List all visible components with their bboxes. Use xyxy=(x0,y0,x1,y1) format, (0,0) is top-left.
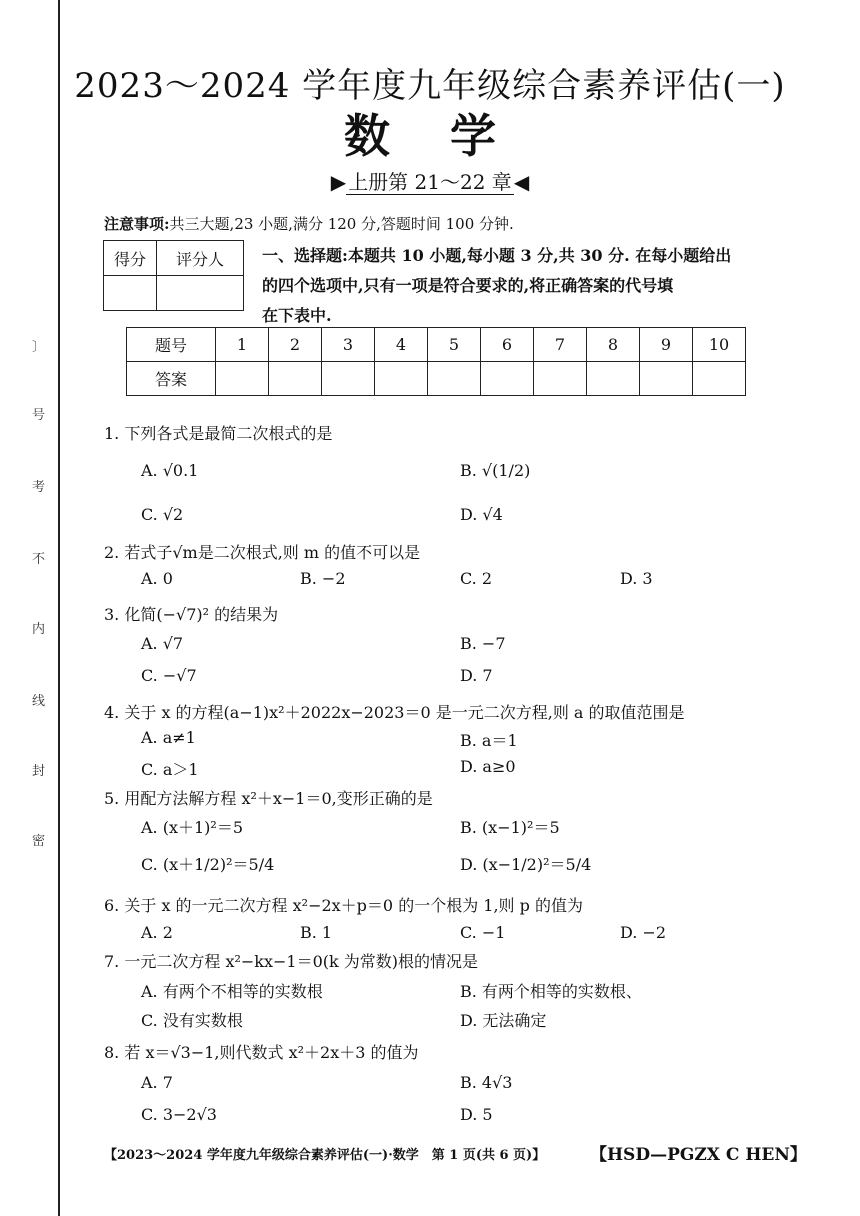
grader-cell[interactable] xyxy=(157,276,244,311)
option-b: B. −2 xyxy=(300,569,346,588)
option-a: A. 2 xyxy=(141,923,173,942)
section-instructions xyxy=(262,241,772,331)
answer-cell[interactable] xyxy=(216,362,269,396)
answer-label: 答案 xyxy=(127,362,216,396)
question-stem: 8. 若 x＝√3−1,则代数式 x²＋2x＋3 的值为 xyxy=(104,1043,419,1062)
option-c: C. 没有实数根 xyxy=(141,1011,243,1030)
binding-char: 〕 xyxy=(32,340,46,355)
option-c: C. (x＋1/2)²＝5/4 xyxy=(141,855,275,874)
page-title: 2023～2024 学年度九年级综合素养评估(一) xyxy=(74,66,786,106)
binding-char: 封 xyxy=(32,764,46,779)
option-d: D. √4 xyxy=(460,505,503,524)
right-arrow-icon: ◀ xyxy=(513,170,530,194)
question-number: 7 xyxy=(534,328,587,362)
option-a: A. √7 xyxy=(141,634,184,653)
option-a: A. 7 xyxy=(141,1073,173,1092)
option-d: D. 无法确定 xyxy=(460,1011,547,1030)
binding-char: 考 xyxy=(32,480,46,495)
score-cell[interactable] xyxy=(104,276,157,311)
binding-char: 不 xyxy=(32,552,46,567)
answer-cell[interactable] xyxy=(269,362,322,396)
option-b: B. −7 xyxy=(460,634,506,653)
option-d: D. (x−1/2)²＝5/4 xyxy=(460,855,592,874)
subject-title: 数学 xyxy=(344,109,556,163)
answer-cell[interactable] xyxy=(481,362,534,396)
section-line: 一、选择题:本题共 10 小题,每小题 3 分,共 30 分. 在每小题给出 xyxy=(262,246,732,265)
question-number-label: 题号 xyxy=(127,328,216,362)
question-stem: 5. 用配方法解方程 x²＋x−1＝0,变形正确的是 xyxy=(104,789,433,808)
option-b: B. (x−1)²＝5 xyxy=(460,818,560,837)
question-number: 9 xyxy=(640,328,693,362)
answer-cell[interactable] xyxy=(428,362,481,396)
question-stem: 1. 下列各式是最简二次根式的是 xyxy=(104,424,333,443)
question-stem: 4. 关于 x 的方程(a−1)x²＋2022x−2023＝0 是一元二次方程,则 a 的取值范围是 xyxy=(104,703,685,722)
option-d: D. a≥0 xyxy=(460,757,516,776)
question-stem: 2. 若式子√m是二次根式,则 m 的值不可以是 xyxy=(104,543,421,562)
option-a: A. 0 xyxy=(141,569,173,588)
question-number: 3 xyxy=(322,328,375,362)
section-line: 在下表中. xyxy=(262,306,332,325)
answer-cell[interactable] xyxy=(322,362,375,396)
answer-cell[interactable] xyxy=(640,362,693,396)
option-b: B. 1 xyxy=(300,923,333,942)
chapter-scope xyxy=(0,166,860,195)
question-number: 6 xyxy=(481,328,534,362)
section-line: 的四个选项中,只有一项是符合要求的,将正确答案的代号填 xyxy=(262,276,674,295)
option-a: A. (x＋1)²＝5 xyxy=(141,818,244,837)
option-b: B. 4√3 xyxy=(460,1073,513,1092)
option-c: C. a＞1 xyxy=(141,760,199,779)
option-a: A. 有两个不相等的实数根 xyxy=(141,982,323,1001)
option-c: C. √2 xyxy=(141,505,184,524)
binding-char: 内 xyxy=(32,622,46,637)
option-c: C. 3−2√3 xyxy=(141,1105,217,1124)
exam-notice xyxy=(104,213,514,234)
question-stem: 6. 关于 x 的一元二次方程 x²−2x＋p＝0 的一个根为 1,则 p 的值为 xyxy=(104,896,583,915)
binding-char: 线 xyxy=(32,694,46,709)
answer-table xyxy=(126,327,746,396)
answer-cell[interactable] xyxy=(693,362,746,396)
option-b: B. a＝1 xyxy=(460,731,518,750)
scope-text: 上册第 21～22 章 xyxy=(348,170,512,194)
page-footer: 【2023～2024 学年度九年级综合素养评估(一)·数学 第 1 页(共 6 页)】 xyxy=(104,1148,546,1163)
question-stem: 7. 一元二次方程 x²−kx−1＝0(k 为常数)根的情况是 xyxy=(104,952,479,971)
option-c: C. 2 xyxy=(460,569,493,588)
question-number: 5 xyxy=(428,328,481,362)
option-d: D. 7 xyxy=(460,666,493,685)
option-a: A. a≠1 xyxy=(141,728,196,747)
option-c: C. −√7 xyxy=(141,666,197,685)
question-number: 4 xyxy=(375,328,428,362)
notice-label: 注意事项: xyxy=(104,215,170,233)
option-b: B. √(1/2) xyxy=(460,461,531,480)
answer-cell[interactable] xyxy=(587,362,640,396)
question-number: 10 xyxy=(693,328,746,362)
option-c: C. −1 xyxy=(460,923,506,942)
binding-char: 密 xyxy=(32,834,46,849)
paper-code: 【HSD—PGZX C HEN】 xyxy=(590,1145,807,1165)
question-number: 8 xyxy=(587,328,640,362)
question-stem: 3. 化简(−√7)² 的结果为 xyxy=(104,605,279,624)
score-table xyxy=(103,240,244,311)
option-d: D. 3 xyxy=(620,569,653,588)
question-number: 2 xyxy=(269,328,322,362)
left-arrow-icon: ▶ xyxy=(330,170,347,194)
option-a: A. √0.1 xyxy=(141,461,199,480)
score-header: 得分 xyxy=(104,241,157,276)
binding-char: 号 xyxy=(32,408,46,423)
grader-header: 评分人 xyxy=(157,241,244,276)
option-d: D. 5 xyxy=(460,1105,493,1124)
option-d: D. −2 xyxy=(620,923,667,942)
notice-text: 共三大题,23 小题,满分 120 分,答题时间 100 分钟. xyxy=(169,215,514,233)
option-b: B. 有两个相等的实数根、 xyxy=(460,982,642,1001)
answer-cell[interactable] xyxy=(534,362,587,396)
answer-cell[interactable] xyxy=(375,362,428,396)
question-number: 1 xyxy=(216,328,269,362)
